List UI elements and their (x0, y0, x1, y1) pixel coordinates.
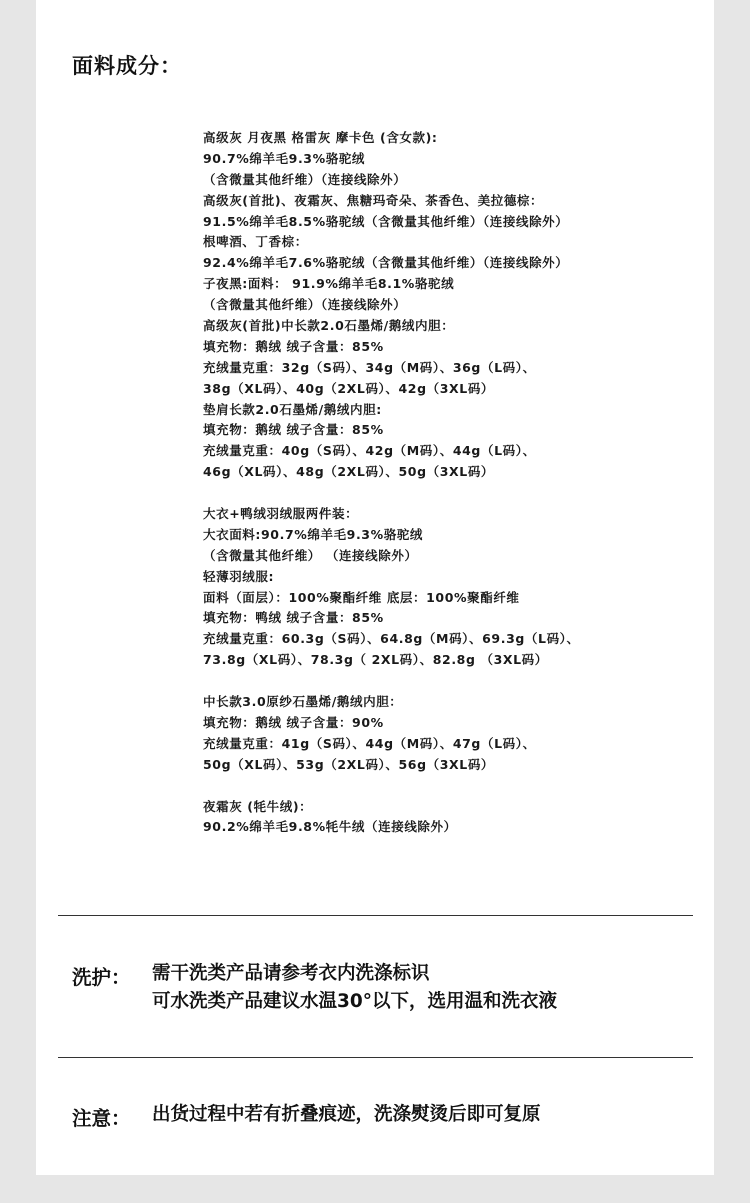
composition-line: 子夜黑:面料： 91.9%绵羊毛8.1%骆驼绒 (203, 276, 455, 292)
composition-line: 50g（XL码）、53g（2XL码）、56g（3XL码） (203, 756, 495, 772)
divider (58, 1057, 693, 1058)
composition-line: 充绒量克重：40g（S码）、42g（M码）、44g（L码）、 (203, 443, 536, 459)
note-text: 出货过程中若有折叠痕迹，洗涤熨烫后即可复原 (152, 1104, 541, 1125)
composition-line: 大衣+鸭绒羽绒服两件装： (203, 506, 359, 522)
composition-line: 92.4%绵羊毛7.6%骆驼绒（含微量其他纤维）（连接线除外） (203, 255, 569, 271)
composition-line: 垫肩长款2.0石墨烯/鹅绒内胆: (203, 401, 382, 417)
composition-line: 46g（XL码）、48g（2XL码）、50g（3XL码） (203, 464, 495, 480)
composition-heading: 面料成分： (72, 54, 182, 78)
composition-list (203, 128, 580, 838)
composition-line: （含微量其他纤维）（连接线除外） (203, 171, 407, 187)
line-gap (203, 671, 580, 692)
composition-line: 充绒量克重：60.3g（S码）、64.8g（M码）、69.3g（L码）、 (203, 631, 580, 647)
composition-line: （含微量其他纤维）（连接线除外） (203, 297, 407, 313)
composition-line: 充绒量克重：41g（S码）、44g（M码）、47g（L码）、 (203, 735, 536, 751)
composition-line: 轻薄羽绒服: (203, 568, 275, 584)
composition-line: 充绒量克重：32g（S码）、34g（M码）、36g（L码）、 (203, 359, 536, 375)
composition-line: 高级灰 月夜黑 格雷灰 摩卡色 (含女款): (203, 130, 438, 145)
composition-line: 高级灰(首批)、夜霜灰、焦糖玛奇朵、茶香色、美拉德棕： (203, 192, 544, 208)
composition-line: 中长款3.0原纱石墨烯/鹅绒内胆： (203, 694, 403, 710)
line-gap (203, 483, 580, 504)
composition-line: 根啤酒、丁香棕： (203, 234, 308, 250)
composition-line: 大衣面料:90.7%绵羊毛9.3%骆驼绒 (203, 526, 424, 542)
composition-line: 90.2%绵羊毛9.8%牦牛绒（连接线除外） (203, 819, 457, 835)
composition-line: （含微量其他纤维） （连接线除外） (203, 547, 418, 563)
composition-line: 38g（XL码）、40g（2XL码）、42g（3XL码） (203, 380, 495, 396)
composition-line: 73.8g（XL码）、78.3g（ 2XL码）、82.8g （3XL码） (203, 652, 548, 668)
care-label: 洗护： (72, 966, 131, 989)
care-line-2: 可水洗类产品建议水温30°以下，选用温和洗衣液 (152, 991, 557, 1012)
composition-line: 填充物：鹅绒 绒子含量：85% (203, 338, 384, 354)
composition-line: 填充物：鹅绒 绒子含量：90% (203, 714, 384, 730)
composition-line: 面料（面层）：100%聚酯纤维 底层：100%聚酯纤维 (203, 589, 520, 605)
divider (58, 915, 693, 916)
composition-line: 90.7%绵羊毛9.3%骆驼绒 (203, 150, 366, 166)
care-line-1: 需干洗类产品请参考衣内洗涤标识 (152, 963, 430, 984)
line-gap (203, 776, 580, 797)
product-info-page (36, 0, 714, 1175)
note-label: 注意： (72, 1107, 131, 1130)
composition-line: 填充物：鸭绒 绒子含量：85% (203, 610, 384, 626)
composition-line: 夜霜灰 (牦牛绒)： (203, 798, 313, 814)
composition-line: 91.5%绵羊毛8.5%骆驼绒（含微量其他纤维）（连接线除外） (203, 213, 569, 229)
composition-line: 高级灰(首批)中长款2.0石墨烯/鹅绒内胆： (203, 318, 455, 334)
composition-line: 填充物：鹅绒 绒子含量：85% (203, 422, 384, 438)
